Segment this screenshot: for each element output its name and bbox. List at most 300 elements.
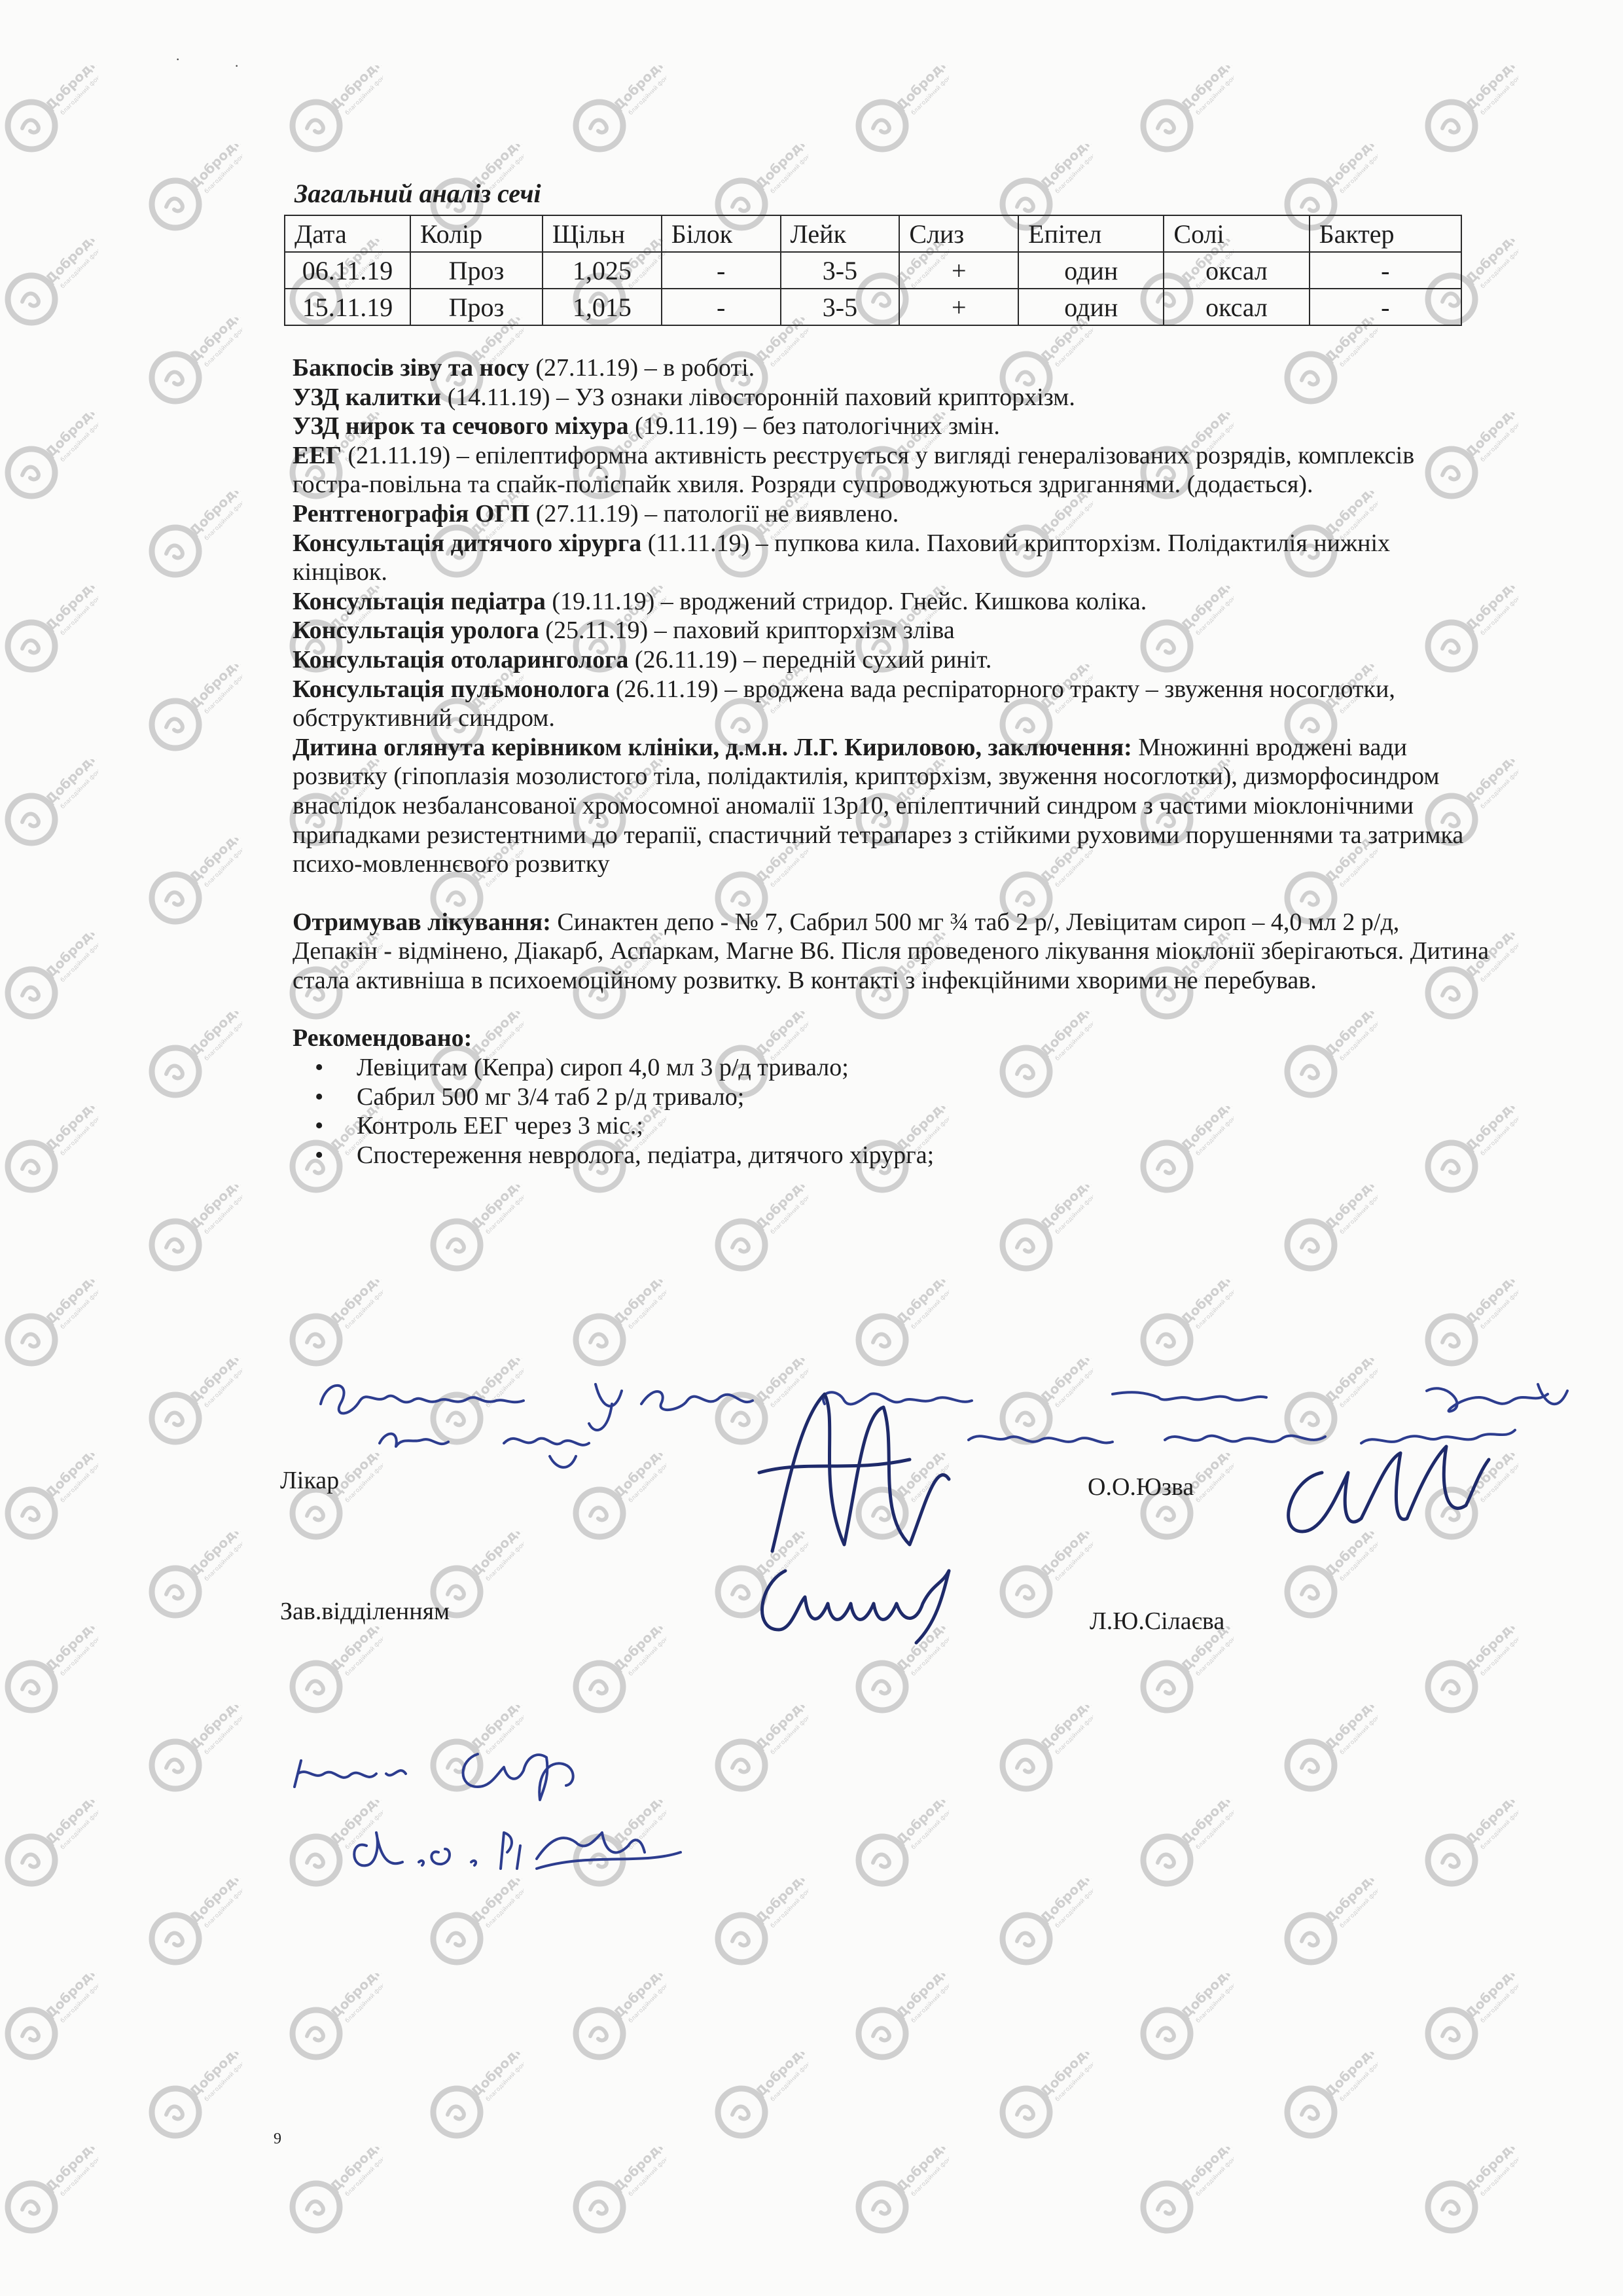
finding-paragraph	[293, 412, 1490, 441]
doctor-label: Лікар	[280, 1467, 340, 1494]
svg-text:Добродій: Добродій	[1037, 1705, 1093, 1753]
svg-text:благодійний фонд: благодійний фонд	[1480, 245, 1518, 291]
finding-paragraph	[293, 353, 1490, 383]
svg-text:Добродій: Добродій	[467, 1878, 524, 1927]
svg-text:благодійний фонд: благодійний фонд	[910, 1112, 949, 1158]
svg-text:благодійний фонд: благодійний фонд	[770, 150, 808, 196]
svg-text:благодійний фонд: благодійний фонд	[1195, 1632, 1234, 1678]
svg-text:Добродій: Добродій	[610, 239, 666, 287]
svg-text:благодійний фонд: благодійний фонд	[1480, 418, 1518, 464]
table-row	[285, 289, 1461, 325]
finding-paragraph	[293, 587, 1490, 617]
svg-text:Добродій: Добродій	[1321, 1011, 1378, 1060]
svg-text:Добродій: Добродій	[186, 1358, 242, 1407]
svg-text:Добродій: Добродій	[1037, 491, 1093, 539]
svg-text:благодійний фонд: благодійний фонд	[1195, 1112, 1234, 1158]
svg-text:благодійний фонд: благодійний фонд	[344, 592, 383, 637]
svg-text:Добродій: Добродій	[893, 412, 949, 461]
finding-label: Консультація пульмонолога	[293, 675, 610, 703]
table-cell: -	[1310, 289, 1461, 325]
svg-text:благодійний фонд: благодійний фонд	[770, 670, 808, 716]
svg-text:благодійний фонд: благодійний фонд	[770, 2058, 808, 2104]
svg-text:Добродій: Добродій	[186, 317, 242, 366]
svg-text:благодійний фонд: благодійний фонд	[204, 497, 242, 543]
treatment-text: Синактен депо - № 7, Сабрил 500 мг ¾ таб 2 р/, Левіцитам сироп – 4,0 мл 2 р/д, Депакін - відмінено, Діакарб, Аспаркам, Магне В6. Після проведеного лікування міоклонії зберігаються. Дитина стала активніша в психоемоційному розвитку. В контакті з інфекційними хворими не перебував.	[293, 908, 1489, 994]
svg-text:благодійний фонд: благодійний фонд	[1480, 1285, 1518, 1331]
table-cell: один	[1018, 289, 1164, 325]
svg-text:Добродій: Добродій	[1177, 759, 1234, 808]
svg-text:благодійний фонд: благодійний фонд	[1054, 1711, 1093, 1757]
table-cell: 1,025	[543, 252, 662, 289]
svg-text:благодійний фонд: благодійний фонд	[485, 497, 524, 543]
svg-text:Добродій: Добродій	[893, 933, 949, 981]
svg-text:Добродій: Добродій	[752, 1358, 808, 1407]
svg-text:благодійний фонд: благодійний фонд	[1339, 844, 1378, 889]
svg-text:Добродій: Добродій	[1462, 759, 1518, 808]
svg-text:Добродій: Добродій	[1462, 2147, 1518, 2195]
table-cell: Проз	[410, 252, 543, 289]
svg-text:Добродій: Добродій	[610, 412, 666, 461]
svg-text:Добродій: Добродій	[467, 1532, 524, 1580]
svg-text:Добродій: Добродій	[1177, 1106, 1234, 1155]
table-cell: -	[662, 252, 781, 289]
svg-text:благодійний фонд: благодійний фонд	[344, 939, 383, 984]
svg-text:Добродій: Добродій	[42, 586, 98, 634]
svg-text:Добродій: Добродій	[752, 144, 808, 192]
table-cell: -	[1310, 252, 1461, 289]
svg-text:Добродій: Добродій	[610, 1626, 666, 1675]
svg-text:Добродій: Добродій	[42, 65, 98, 114]
svg-text:благодійний фонд: благодійний фонд	[910, 765, 949, 811]
scan-speck: ·	[234, 58, 240, 74]
svg-text:Добродій: Добродій	[1462, 1280, 1518, 1328]
treatment-label: Отримував лікування:	[293, 908, 551, 936]
list-item: • Сабрил 500 мг 3/4 таб 2 р/д тривало;	[357, 1083, 1490, 1112]
svg-text:благодійний фонд: благодійний фонд	[910, 2153, 949, 2198]
list-item: • Спостереження невролога, педіатра, дитячого хірурга;	[357, 1141, 1490, 1170]
svg-text:благодійний фонд: благодійний фонд	[1339, 2058, 1378, 2104]
svg-text:благодійний фонд: благодійний фонд	[1480, 765, 1518, 811]
urine-test-title: Загальний аналіз сечі	[294, 179, 541, 208]
svg-text:Добродій: Добродій	[1037, 1011, 1093, 1060]
svg-text:Добродій: Добродій	[1321, 1532, 1378, 1580]
svg-text:благодійний фонд: благодійний фонд	[628, 1112, 666, 1158]
svg-text:Добродій: Добродій	[1321, 1705, 1378, 1753]
doctor-name: О.О.Юзва	[1088, 1473, 1194, 1501]
table-cell: оксал	[1164, 289, 1309, 325]
header-cell: Епітел	[1018, 215, 1164, 252]
svg-text:благодійний фонд: благодійний фонд	[1195, 592, 1234, 637]
svg-text:Добродій: Добродій	[42, 1626, 98, 1675]
svg-text:Добродій: Добродій	[186, 1011, 242, 1060]
svg-text:благодійний фонд: благодійний фонд	[1339, 670, 1378, 716]
conclusion-paragraph	[293, 733, 1490, 879]
header-cell: Лейк	[781, 215, 900, 252]
svg-text:Добродій: Добродій	[1462, 586, 1518, 634]
svg-text:благодійний фонд: благодійний фонд	[344, 1979, 383, 2025]
svg-text:Добродій: Добродій	[42, 1106, 98, 1155]
header-cell: Щільн	[543, 215, 662, 252]
svg-text:Добродій: Добродій	[752, 491, 808, 539]
finding-label: Консультація дитячого хірурга	[293, 529, 642, 557]
svg-text:Добродій: Добродій	[327, 759, 383, 808]
svg-text:Добродій: Добродій	[1462, 239, 1518, 287]
svg-text:благодійний фонд: благодійний фонд	[1195, 939, 1234, 984]
svg-text:Добродій: Добродій	[1462, 65, 1518, 114]
scan-speck: ·	[175, 51, 181, 67]
svg-text:Добродій: Добродій	[1037, 664, 1093, 713]
svg-text:благодійний фонд: благодійний фонд	[485, 670, 524, 716]
svg-text:благодійний фонд: благодійний фонд	[204, 670, 242, 716]
svg-text:благодійний фонд: благодійний фонд	[485, 323, 524, 369]
svg-text:благодійний фонд: благодійний фонд	[344, 2153, 383, 2198]
svg-text:Добродій: Добродій	[752, 317, 808, 366]
svg-text:благодійний фонд: благодійний фонд	[628, 765, 666, 811]
svg-text:Добродій: Добродій	[186, 1705, 242, 1753]
svg-text:благодійний фонд: благодійний фонд	[344, 418, 383, 464]
svg-text:благодійний фонд: благодійний фонд	[628, 939, 666, 984]
finding-paragraph	[293, 675, 1490, 733]
svg-text:благодійний фонд: благодійний фонд	[60, 1459, 98, 1505]
svg-text:благодійний фонд: благодійний фонд	[628, 1632, 666, 1678]
svg-text:Добродій: Добродій	[610, 2147, 666, 2195]
svg-text:Добродій: Добродій	[1177, 2147, 1234, 2195]
finding-label: Бакпосів зіву та носу	[293, 354, 529, 382]
svg-text:Добродій: Добродій	[42, 2147, 98, 2195]
svg-text:Добродій: Добродій	[610, 586, 666, 634]
svg-text:благодійний фонд: благодійний фонд	[1480, 1979, 1518, 2025]
svg-text:Добродій: Добродій	[186, 144, 242, 192]
svg-text:благодійний фонд: благодійний фонд	[1339, 1017, 1378, 1063]
svg-text:благодійний фонд: благодійний фонд	[1339, 1364, 1378, 1410]
table-cell: 1,015	[543, 289, 662, 325]
svg-text:Добродій: Добродій	[327, 239, 383, 287]
finding-label: Консультація отоларинголога	[293, 645, 629, 673]
svg-text:благодійний фонд: благодійний фонд	[485, 1191, 524, 1236]
table-cell: 3-5	[781, 252, 900, 289]
finding-label: Рентгенографія ОГП	[293, 499, 530, 528]
svg-text:благодійний фонд: благодійний фонд	[1054, 1364, 1093, 1410]
svg-text:благодійний фонд: благодійний фонд	[344, 1112, 383, 1158]
svg-text:благодійний фонд: благодійний фонд	[770, 1884, 808, 1930]
svg-text:Добродій: Добродій	[893, 1800, 949, 1848]
svg-text:Добродій: Добродій	[1037, 317, 1093, 366]
svg-text:Добродій: Добродій	[752, 1011, 808, 1060]
svg-text:благодійний фонд: благодійний фонд	[910, 1632, 949, 1678]
svg-text:благодійний фонд: благодійний фонд	[770, 1364, 808, 1410]
svg-text:благодійний фонд: благодійний фонд	[910, 1806, 949, 1852]
svg-text:Добродій: Добродій	[42, 933, 98, 981]
svg-text:благодійний фонд: благодійний фонд	[204, 844, 242, 889]
svg-text:Добродій: Добродій	[467, 2052, 524, 2100]
svg-text:Добродій: Добродій	[1321, 838, 1378, 886]
finding-label: УЗД нирок та сечового міхура	[293, 412, 629, 440]
svg-text:благодійний фонд: благодійний фонд	[204, 1191, 242, 1236]
svg-text:благодійний фонд: благодійний фонд	[1480, 1459, 1518, 1505]
svg-text:благодійний фонд: благодійний фонд	[1195, 765, 1234, 811]
svg-text:благодійний фонд: благодійний фонд	[485, 844, 524, 889]
svg-text:Добродій: Добродій	[1321, 1185, 1378, 1233]
svg-text:Добродій: Добродій	[610, 933, 666, 981]
svg-text:Добродій: Добродій	[610, 65, 666, 114]
finding-paragraph	[293, 645, 1490, 675]
svg-text:Добродій: Добродій	[752, 1705, 808, 1753]
svg-text:благодійний фонд: благодійний фонд	[910, 418, 949, 464]
svg-text:благодійний фонд: благодійний фонд	[628, 1459, 666, 1505]
svg-text:Добродій: Добродій	[893, 65, 949, 114]
svg-text:Добродій: Добродій	[893, 2147, 949, 2195]
svg-text:благодійний фонд: благодійний фонд	[770, 497, 808, 543]
second-doctor-signature	[1270, 1433, 1492, 1554]
finding-text: (26.11.19) – вроджена вада респіраторного тракту – звуження носоглотки, обструктивний синдром.	[293, 675, 1395, 732]
svg-text:Добродій: Добродій	[752, 664, 808, 713]
svg-text:благодійний фонд: благодійний фонд	[770, 844, 808, 889]
svg-text:Добродій: Добродій	[1037, 2052, 1093, 2100]
finding-paragraph	[293, 616, 1490, 645]
svg-text:Добродій: Добродій	[467, 1705, 524, 1753]
finding-text: (25.11.19) – паховий крипторхізм зліва	[539, 617, 955, 645]
svg-text:Добродій: Добродій	[42, 1453, 98, 1501]
svg-text:Добродій: Добродій	[1177, 1626, 1234, 1675]
table-cell: один	[1018, 252, 1164, 289]
svg-text:Добродій: Добродій	[186, 838, 242, 886]
svg-text:Добродій: Добродій	[327, 1280, 383, 1328]
svg-text:благодійний фонд: благодійний фонд	[1195, 1806, 1234, 1852]
svg-text:Добродій: Добродій	[893, 1106, 949, 1155]
svg-text:благодійний фонд: благодійний фонд	[628, 71, 666, 117]
svg-text:Добродій: Добродій	[1177, 412, 1234, 461]
svg-text:благодійний фонд: благодійний фонд	[204, 1884, 242, 1930]
svg-text:Добродій: Добродій	[42, 759, 98, 808]
svg-text:Добродій: Добродій	[1037, 1878, 1093, 1927]
svg-text:Добродій: Добродій	[1037, 1358, 1093, 1407]
svg-text:Добродій: Добродій	[327, 1106, 383, 1155]
svg-text:Добродій: Добродій	[1321, 317, 1378, 366]
svg-text:благодійний фонд: благодійний фонд	[1054, 2058, 1093, 2104]
svg-text:благодійний фонд: благодійний фонд	[910, 592, 949, 637]
head-name: Л.Ю.Сілаєва	[1090, 1607, 1225, 1635]
svg-text:Добродій: Добродій	[467, 491, 524, 539]
recommendations-title: Рекомендовано:	[293, 1024, 473, 1052]
finding-text: (11.11.19) – пупкова кила. Паховий крипторхізм. Полідактилія нижніх кінцівок.	[293, 529, 1391, 586]
svg-text:Добродій: Добродій	[893, 759, 949, 808]
svg-text:Добродій: Добродій	[1037, 144, 1093, 192]
svg-text:Добродій: Добродій	[893, 1453, 949, 1501]
svg-text:благодійний фонд: благодійний фонд	[628, 592, 666, 637]
svg-text:Добродій: Добродій	[1037, 1185, 1093, 1233]
svg-text:благодійний фонд: благодійний фонд	[204, 1017, 242, 1063]
head-signature	[753, 1558, 988, 1653]
svg-text:Добродій: Добродій	[467, 1011, 524, 1060]
header-cell: Колір	[410, 215, 543, 252]
svg-text:благодійний фонд: благодійний фонд	[1480, 1806, 1518, 1852]
svg-text:Добродій: Добродій	[1177, 239, 1234, 287]
svg-text:Добродій: Добродій	[42, 1973, 98, 2022]
urine-test-table	[284, 215, 1462, 326]
svg-text:Добродій: Добродій	[467, 144, 524, 192]
svg-text:благодійний фонд: благодійний фонд	[770, 1711, 808, 1757]
finding-paragraph	[293, 529, 1490, 587]
svg-text:Добродій: Добродій	[893, 239, 949, 287]
svg-text:Добродій: Добродій	[327, 2147, 383, 2195]
svg-text:Добродій: Добродій	[610, 1280, 666, 1328]
svg-text:Добродій: Добродій	[1321, 1878, 1378, 1927]
header-cell: Слиз	[899, 215, 1018, 252]
table-cell: 06.11.19	[285, 252, 410, 289]
finding-label: Консультація педіатра	[293, 587, 546, 615]
finding-label: Консультація уролога	[293, 617, 539, 645]
finding-text: (26.11.19) – передній сухий риніт.	[628, 645, 992, 673]
svg-text:благодійний фонд: благодійний фонд	[60, 765, 98, 811]
svg-text:благодійний фонд: благодійний фонд	[485, 2058, 524, 2104]
recommendations-list	[293, 1053, 1490, 1170]
svg-text:благодійний фонд: благодійний фонд	[1054, 497, 1093, 543]
svg-text:Добродій: Добродій	[752, 838, 808, 886]
header-cell: Білок	[662, 215, 781, 252]
svg-text:Добродій: Добродій	[893, 586, 949, 634]
table-header-row	[285, 215, 1461, 252]
finding-text: (27.11.19) – патології не виявлено.	[529, 499, 899, 528]
svg-text:благодійний фонд: благодійний фонд	[485, 1711, 524, 1757]
svg-text:Добродій: Добродій	[1462, 1453, 1518, 1501]
svg-text:Добродій: Добродій	[752, 1532, 808, 1580]
table-row	[285, 252, 1461, 289]
svg-text:благодійний фонд: благодійний фонд	[60, 418, 98, 464]
svg-text:благодійний фонд: благодійний фонд	[1339, 150, 1378, 196]
svg-text:благодійний фонд: благодійний фонд	[1054, 323, 1093, 369]
svg-text:Добродій: Добродій	[1462, 1800, 1518, 1848]
svg-text:Добродій: Добродій	[1177, 586, 1234, 634]
svg-text:благодійний фонд: благодійний фонд	[910, 1459, 949, 1505]
finding-label: ЕЕГ	[293, 441, 342, 469]
svg-text:благодійний фонд: благодійний фонд	[1195, 245, 1234, 291]
svg-text:благодійний фонд: благодійний фонд	[485, 150, 524, 196]
findings-text	[293, 353, 1490, 1170]
svg-text:благодійний фонд: благодійний фонд	[1480, 71, 1518, 117]
svg-text:благодійний фонд: благодійний фонд	[1339, 1884, 1378, 1930]
svg-text:благодійний фонд: благодійний фонд	[344, 1632, 383, 1678]
svg-text:Добродій: Добродій	[327, 1800, 383, 1848]
svg-text:благодійний фонд: благодійний фонд	[485, 1017, 524, 1063]
svg-text:благодійний фонд: благодійний фонд	[204, 2058, 242, 2104]
svg-text:благодійний фонд: благодійний фонд	[60, 1806, 98, 1852]
svg-text:благодійний фонд: благодійний фонд	[1054, 844, 1093, 889]
svg-text:Добродій: Добродій	[42, 239, 98, 287]
svg-text:Добродій: Добродій	[1177, 1280, 1234, 1328]
svg-text:благодійний фонд: благодійний фонд	[1195, 1979, 1234, 2025]
table-cell: оксал	[1164, 252, 1309, 289]
svg-text:благодійний фонд: благодійний фонд	[1339, 1191, 1378, 1236]
svg-text:благодійний фонд: благодійний фонд	[628, 418, 666, 464]
svg-text:Добродій: Добродій	[610, 1106, 666, 1155]
header-cell: Дата	[285, 215, 410, 252]
treatment-paragraph	[293, 908, 1490, 996]
svg-text:благодійний фонд: благодійний фонд	[60, 1979, 98, 2025]
svg-text:Добродій: Добродій	[1177, 1973, 1234, 2022]
conclusion-text: Множинні вроджені вади розвитку (гіпоплазія мозолистого тіла, полідактилія, крипторхізм, звуження носоглотки), дизморфосиндром внаслідок незбалансованої хромосомної аномалії 13р10, епілептичний синдром з частими міоклонічними припадками резистентними до терапії, спастичний тетрапарез з стійкими руховими порушеннями та затримка психо-мовленнєвого розвитку	[293, 733, 1464, 878]
finding-text: (14.11.19) – УЗ ознаки лівосторонній паховий крипторхізм.	[441, 383, 1075, 411]
svg-text:Добродій: Добродій	[186, 1532, 242, 1580]
svg-text:благодійний фонд: благодійний фонд	[770, 1191, 808, 1236]
finding-paragraph	[293, 383, 1490, 412]
svg-text:Добродій: Добродій	[1321, 2052, 1378, 2100]
svg-text:благодійний фонд: благодійний фонд	[344, 1459, 383, 1505]
svg-text:благодійний фонд: благодійний фонд	[910, 71, 949, 117]
svg-text:Добродій: Добродій	[467, 664, 524, 713]
svg-text:Добродій: Добродій	[42, 1280, 98, 1328]
svg-text:Добродій: Добродій	[467, 838, 524, 886]
svg-text:Добродій: Добродій	[1321, 491, 1378, 539]
svg-text:Добродій: Добродій	[893, 1280, 949, 1328]
copy-certification-note	[288, 1728, 746, 1901]
svg-text:Добродій: Добродій	[327, 65, 383, 114]
list-item: • Контроль ЕЕГ через 3 міс.;	[357, 1111, 1490, 1141]
svg-text:благодійний фонд: благодійний фонд	[1054, 670, 1093, 716]
svg-text:Добродій: Добродій	[610, 1800, 666, 1848]
svg-text:благодійний фонд: благодійний фонд	[770, 1537, 808, 1583]
svg-text:Добродій: Добродій	[186, 1185, 242, 1233]
svg-text:благодійний фонд: благодійний фонд	[60, 939, 98, 984]
svg-text:благодійний фонд: благодійний фонд	[628, 245, 666, 291]
svg-text:Добродій: Добродій	[1462, 1106, 1518, 1155]
svg-text:Добродій: Добродій	[752, 2052, 808, 2100]
svg-text:Добродій: Добродій	[893, 1973, 949, 2022]
svg-text:благодійний фонд: благодійний фонд	[1480, 1112, 1518, 1158]
svg-text:благодійний фонд: благодійний фонд	[1195, 1285, 1234, 1331]
svg-text:благодійний фонд: благодійний фонд	[770, 323, 808, 369]
svg-text:благодійний фонд: благодійний фонд	[1480, 592, 1518, 637]
svg-text:благодійний фонд: благодійний фонд	[485, 1884, 524, 1930]
svg-text:благодійний фонд: благодійний фонд	[628, 1979, 666, 2025]
svg-text:Добродій: Добродій	[1462, 1973, 1518, 2022]
svg-text:благодійний фонд: благодійний фонд	[60, 1285, 98, 1331]
svg-text:Добродій: Добродій	[1321, 1358, 1378, 1407]
finding-text: (21.11.19) – епілептиформна активність реєструється у вигляді генералізованих розрядів, комплексів гостра-повільна та спайк-поліспайк хвиля. Розряди супроводжуються здриганнями. (додається).	[293, 441, 1415, 499]
doctor-signature	[746, 1381, 982, 1581]
svg-text:благодійний фонд: благодійний фонд	[1339, 323, 1378, 369]
svg-text:благодійний фонд: благодійний фонд	[204, 150, 242, 196]
svg-text:Добродій: Добродій	[1321, 144, 1378, 192]
svg-text:Добродій: Добродій	[42, 412, 98, 461]
svg-text:Добродій: Добродій	[1462, 412, 1518, 461]
svg-text:Добродій: Добродій	[467, 317, 524, 366]
svg-text:благодійний фонд: благодійний фонд	[204, 1537, 242, 1583]
svg-text:Добродій: Добродій	[610, 1973, 666, 2022]
svg-text:Добродій: Добродій	[42, 1800, 98, 1848]
svg-text:благодійний фонд: благодійний фонд	[1195, 2153, 1234, 2198]
finding-text: (19.11.19) – вроджений стридор. Гнейс. Кишкова коліка.	[545, 587, 1147, 615]
svg-text:Добродій: Добродій	[752, 1185, 808, 1233]
svg-text:Добродій: Добродій	[1321, 664, 1378, 713]
svg-text:Добродій: Добродій	[327, 1626, 383, 1675]
svg-text:благодійний фонд: благодійний фонд	[1195, 1459, 1234, 1505]
table-cell: 15.11.19	[285, 289, 410, 325]
head-label: Зав.відділенням	[280, 1598, 450, 1625]
svg-text:благодійний фонд: благодійний фонд	[910, 1979, 949, 2025]
svg-text:благодійний фонд: благодійний фонд	[60, 592, 98, 637]
svg-text:благодійний фонд: благодійний фонд	[204, 1364, 242, 1410]
svg-text:благодійний фонд: благодійний фонд	[628, 1285, 666, 1331]
svg-text:благодійний фонд: благодійний фонд	[60, 245, 98, 291]
svg-text:благодійний фонд: благодійний фонд	[1054, 1191, 1093, 1236]
svg-text:Добродій: Добродій	[467, 1185, 524, 1233]
svg-text:Добродій: Добродій	[327, 933, 383, 981]
svg-text:Добродій: Добродій	[1177, 933, 1234, 981]
svg-text:благодійний фонд: благодійний фонд	[1339, 1537, 1378, 1583]
svg-text:благодійний фонд: благодійний фонд	[910, 939, 949, 984]
svg-text:благодійний фонд: благодійний фонд	[344, 71, 383, 117]
svg-text:благодійний фонд: благодійний фонд	[1054, 1017, 1093, 1063]
